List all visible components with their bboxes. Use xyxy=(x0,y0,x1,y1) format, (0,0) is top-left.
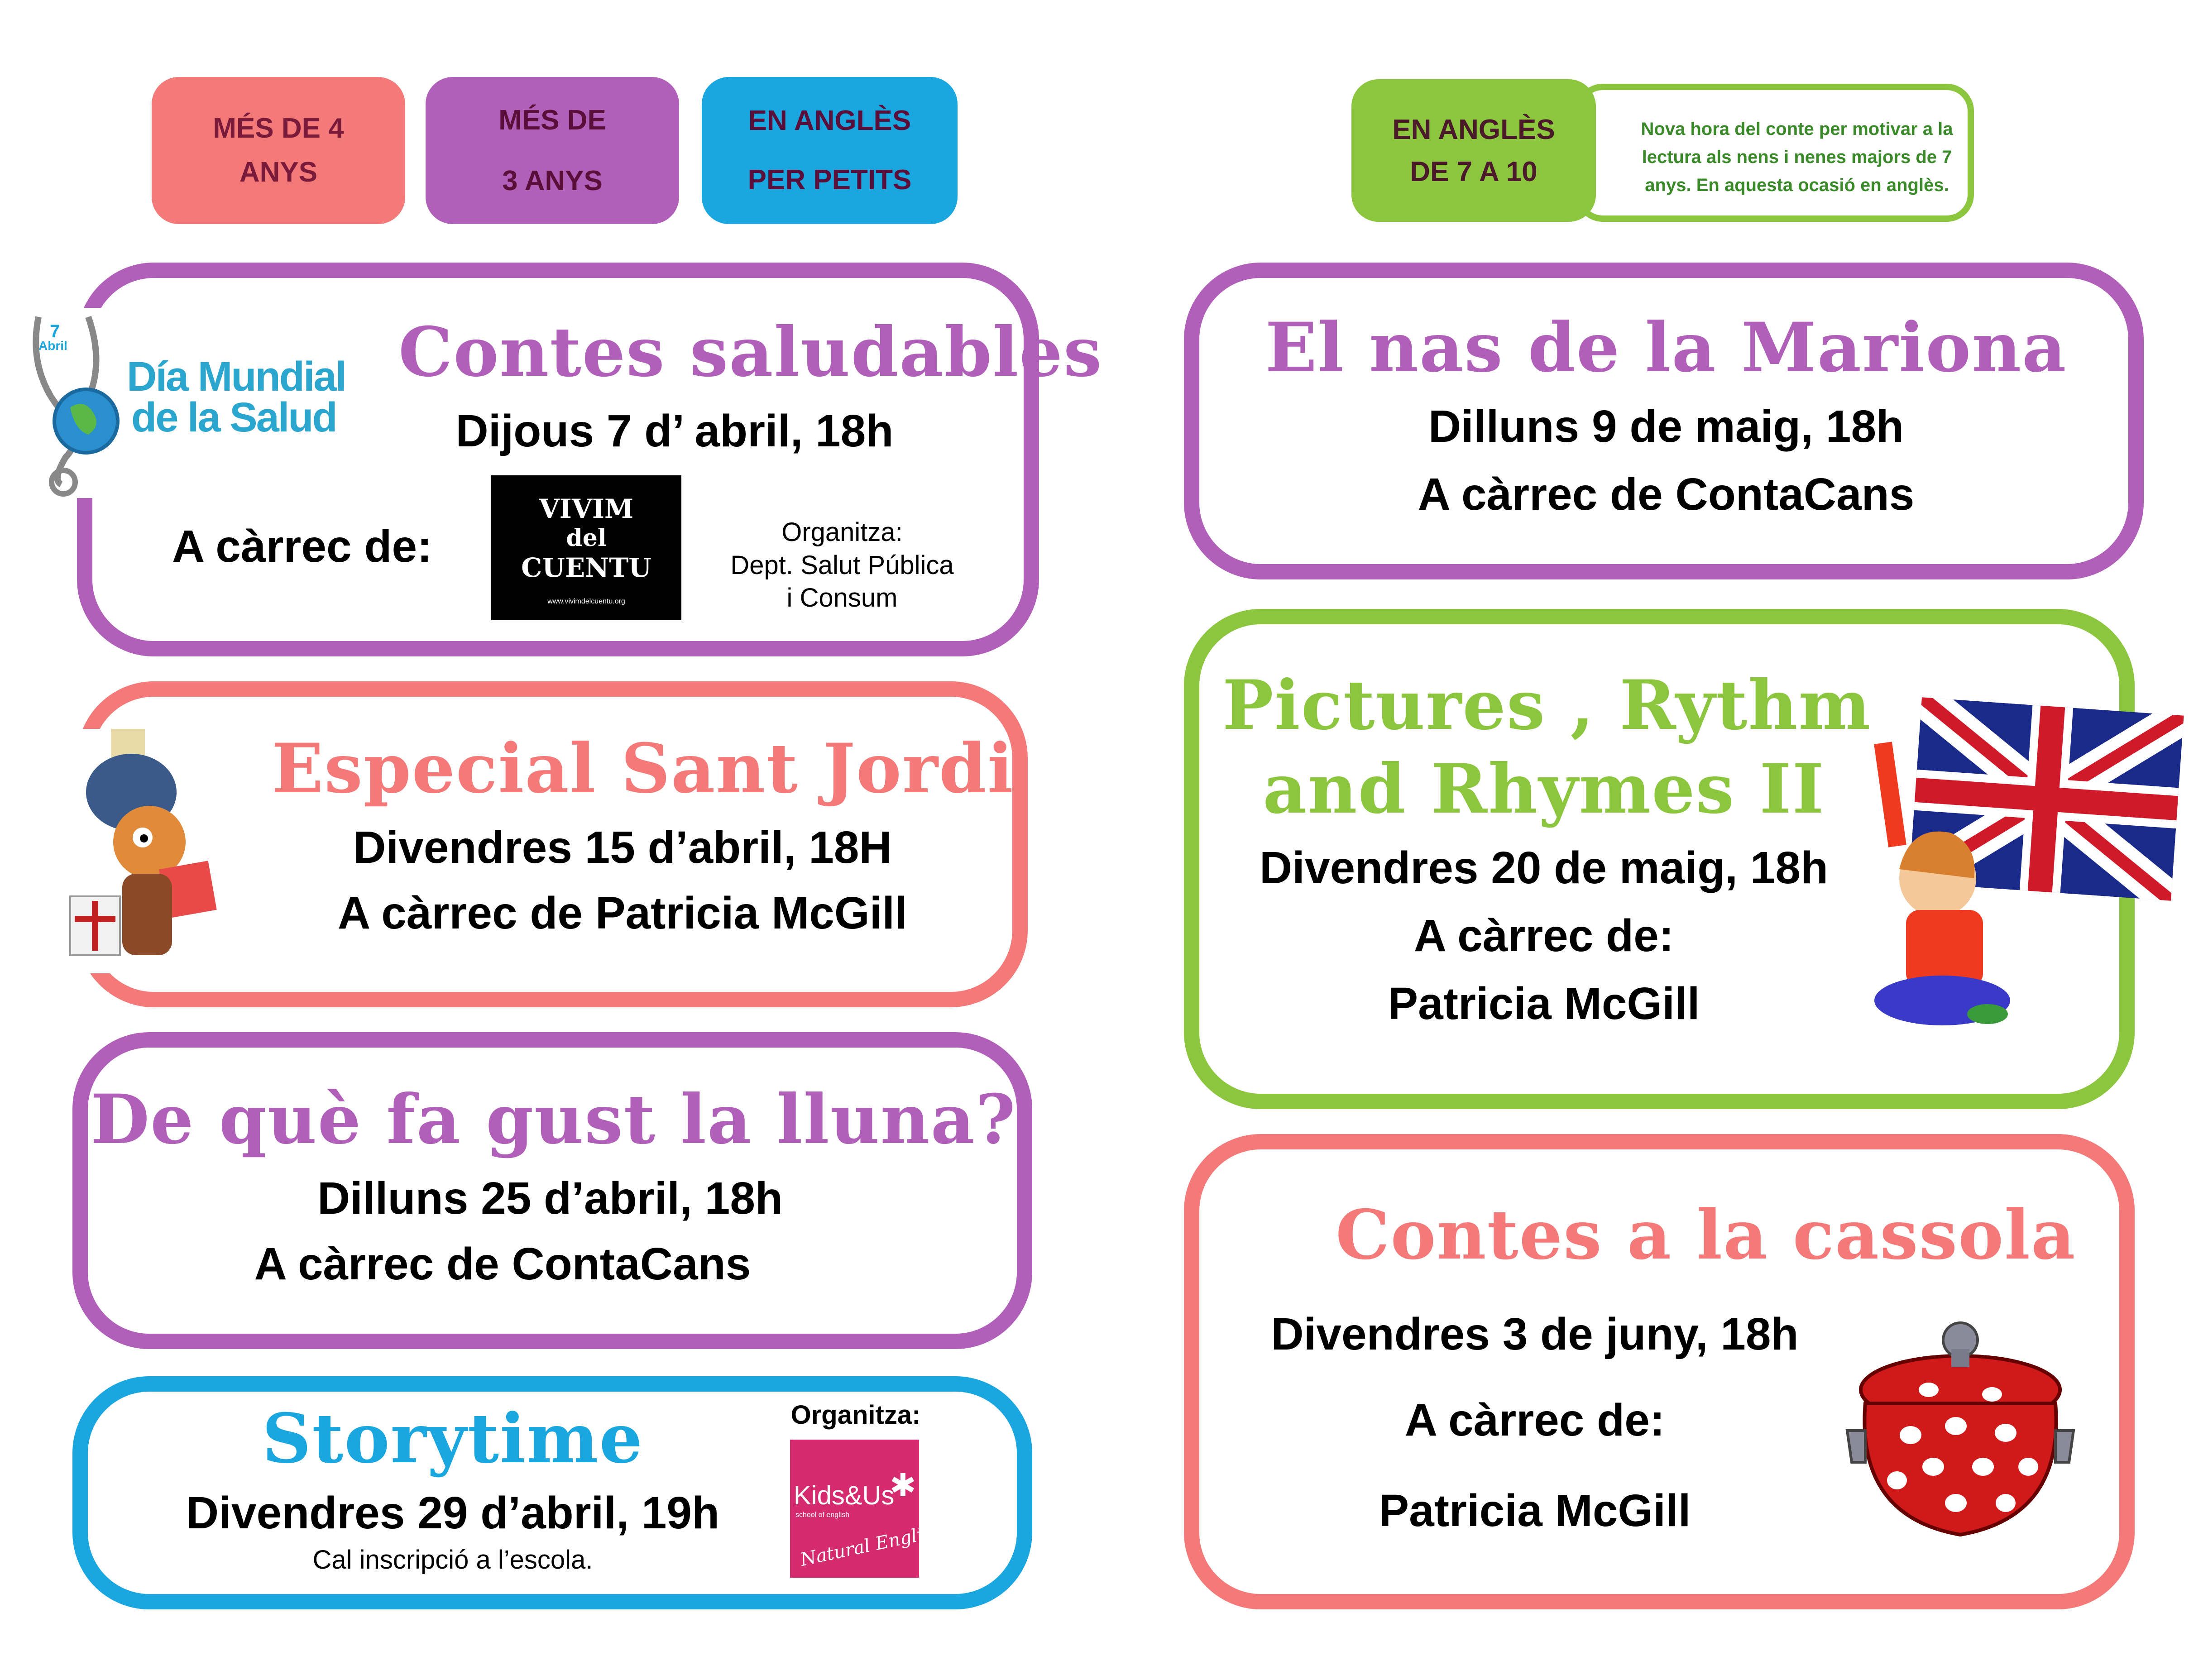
dia-mundial-salut-badge xyxy=(25,308,364,498)
legend-line: MÉS DE xyxy=(498,105,606,136)
event-date: Divendres 15 d’abril, 18H xyxy=(353,822,892,873)
legend-badge-en-angles-per-petits xyxy=(702,77,958,224)
event-date: Dilluns 9 de maig, 18h xyxy=(1428,401,1904,452)
child-with-uk-flag-illustration xyxy=(1874,697,2187,1028)
badge-line-2: de la Salud xyxy=(131,394,336,440)
event-by-name: Patricia McGill xyxy=(1379,1485,1691,1536)
event-title: El nas de la Mariona xyxy=(1265,308,2067,388)
event-title: Contes saludables xyxy=(398,312,1103,392)
sant-jordi-illustration xyxy=(68,729,231,973)
event-title: Contes a la cassola xyxy=(1336,1195,2076,1275)
event-by: A càrrec de ContaCans xyxy=(254,1239,751,1289)
vivim-del-cuentu-logo: VIVIM del CUENTU www.vivimdelcuentu.org xyxy=(491,475,681,620)
legend-line: MÉS DE 4 xyxy=(213,113,344,144)
legend-badge-en-angles-7-a-10 xyxy=(1351,79,1596,222)
event-date: Dijous 7 d’ abril, 18h xyxy=(455,406,894,456)
event-date: Divendres 29 d’abril, 19h xyxy=(186,1488,720,1538)
event-by: A càrrec de Patricia McGill xyxy=(337,888,907,938)
event-title: Especial Sant Jordi xyxy=(272,729,1014,809)
event-by: A càrrec de ContaCans xyxy=(1418,469,1915,520)
event-title: Storytime xyxy=(262,1399,644,1479)
event-by-label: A càrrec de: xyxy=(172,521,432,572)
badge-line-1: Día Mundial xyxy=(127,354,346,400)
red-polka-dot-pot-illustration xyxy=(1838,1317,2083,1553)
event-date: Divendres 20 de maig, 18h xyxy=(1259,842,1829,893)
cooking-pot-icon xyxy=(1838,1317,2083,1553)
event-title: De què fa gust la lluna? xyxy=(91,1080,1016,1159)
knight-reading-icon xyxy=(68,729,231,973)
event-by-label: A càrrec de: xyxy=(1404,1395,1665,1445)
legend-line: DE 7 A 10 xyxy=(1410,156,1537,187)
event-note: Cal inscripció a l’escola. xyxy=(312,1545,593,1575)
legend-line: ANYS xyxy=(239,156,318,188)
event-date: Divendres 3 de juny, 18h xyxy=(1271,1309,1799,1359)
legend-line: 3 ANYS xyxy=(502,165,603,196)
legend-line: EN ANGLÈS xyxy=(1392,114,1555,145)
event-title-line-1: Pictures , Rythm xyxy=(1222,665,1872,745)
legend-badge-mes-de-3-anys xyxy=(426,77,679,224)
event-by-label: A càrrec de: xyxy=(1413,910,1674,961)
legend-badge-mes-de-4-anys xyxy=(152,77,405,224)
legend-line: EN ANGLÈS xyxy=(748,105,911,137)
organizer-label: Organitza: xyxy=(790,1400,921,1430)
legend-note-box xyxy=(1576,84,1974,222)
kids-and-us-logo: Kids&Us school of english Natural English ✱ xyxy=(790,1440,919,1578)
organizer-text: Organitza: Dept. Salut Pública i Consum xyxy=(730,517,954,613)
event-title-line-2: and Rhymes II xyxy=(1263,749,1825,829)
legend-note-text: Nova hora del conte per motivar a la lectura als nens i nenes majors de 7 anys. En aquesta ocasió en anglès. xyxy=(1641,119,1953,195)
event-by-name: Patricia McGill xyxy=(1388,978,1700,1029)
uk-flag-icon xyxy=(1874,697,2187,1028)
legend-line: PER PETITS xyxy=(747,164,912,196)
badge-day: 7 xyxy=(50,321,60,341)
event-date: Dilluns 25 d’abril, 18h xyxy=(317,1173,783,1224)
asterisk-icon: ✱ xyxy=(890,1468,916,1503)
badge-month: Abril xyxy=(38,339,67,353)
